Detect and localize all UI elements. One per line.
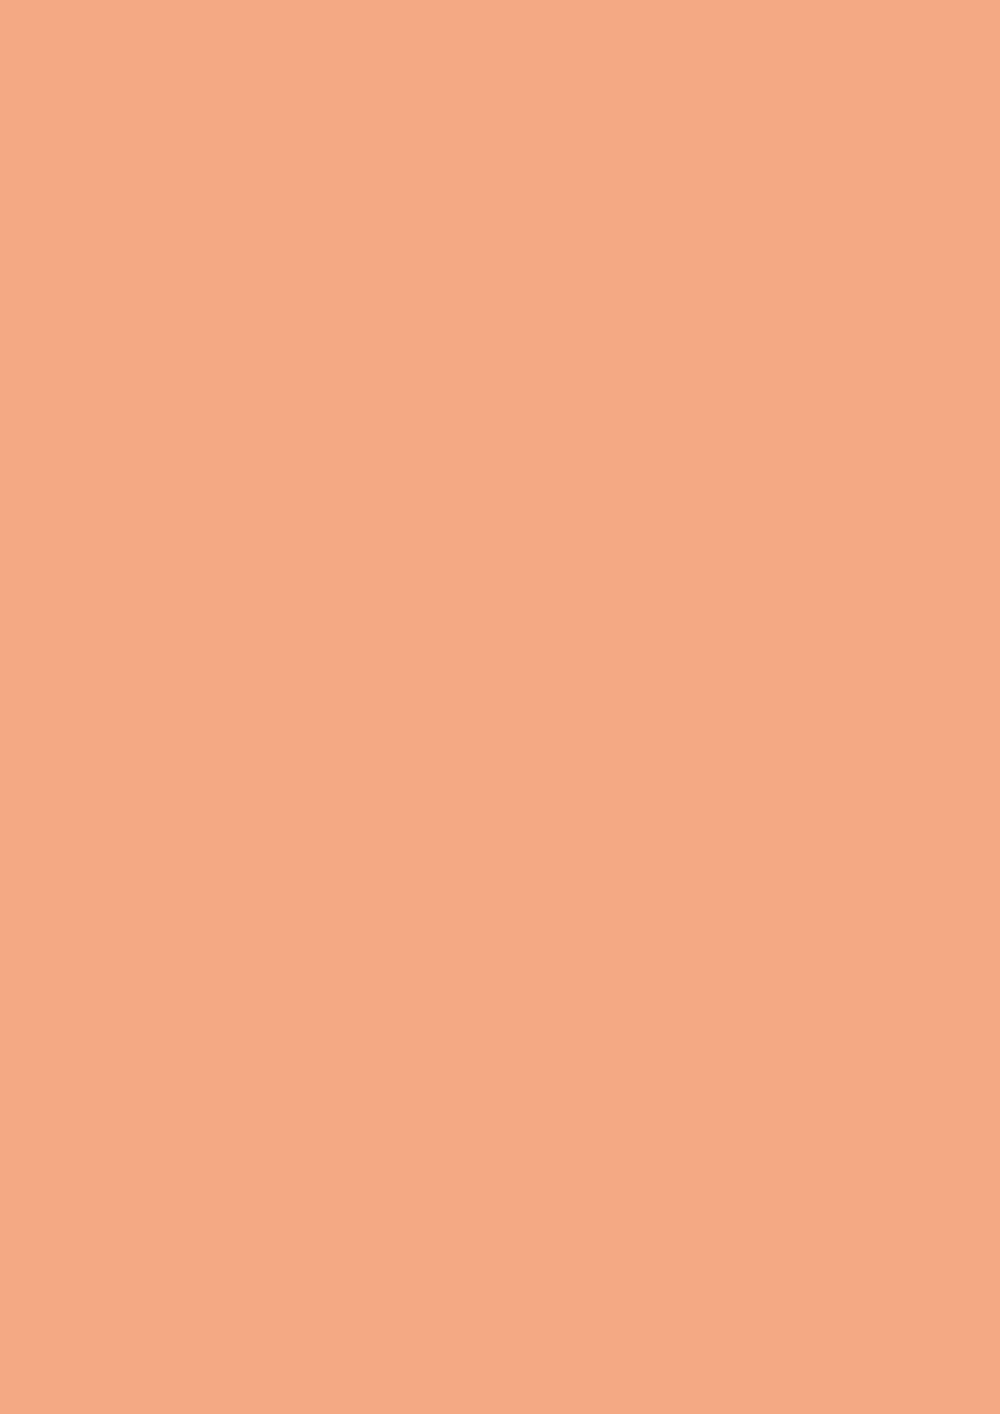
logo-mark-icon xyxy=(700,1380,724,1410)
liveworksheets-logo xyxy=(700,1378,734,1412)
